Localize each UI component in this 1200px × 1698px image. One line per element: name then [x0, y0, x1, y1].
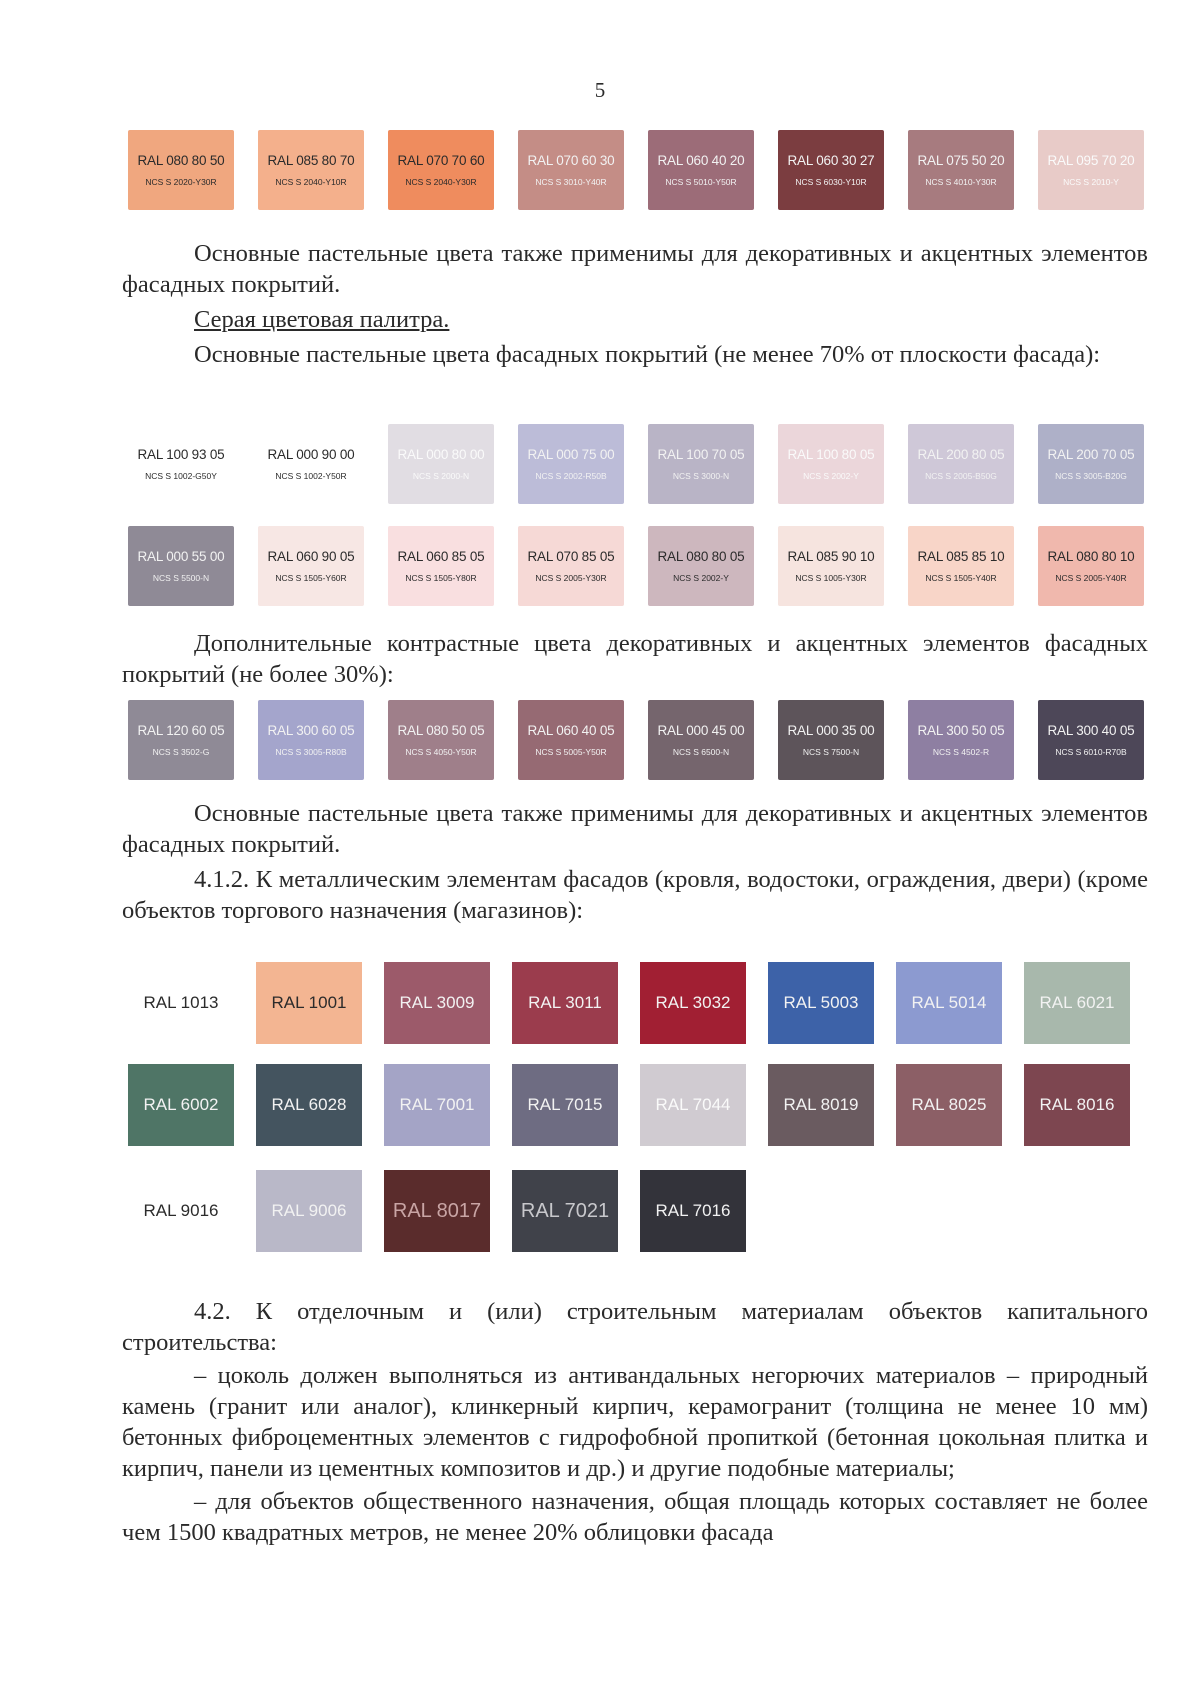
ncs-code: NCS S 3502-G	[152, 747, 210, 757]
ral-code: RAL 060 40 20	[657, 153, 745, 168]
metal-swatch: RAL 6028	[256, 1064, 362, 1146]
ncs-code: NCS S 2002-Y	[673, 573, 729, 583]
metal-swatch: RAL 9016	[128, 1170, 234, 1252]
text-block-3	[122, 798, 1148, 926]
ral-code: RAL 060 90 05	[267, 549, 355, 564]
metal-swatch: RAL 3011	[512, 962, 618, 1044]
metal-swatch: RAL 9006	[256, 1170, 362, 1252]
swatch	[258, 526, 364, 606]
paragraph: Основные пастельные цвета также применимы для декоративных и акцентных элементов фасадных покрытий.	[122, 240, 1148, 298]
metal-swatch: RAL 8019	[768, 1064, 874, 1146]
metal-row-2	[128, 1064, 1130, 1146]
ral-code: RAL 070 60 30	[527, 153, 615, 168]
swatch	[908, 130, 1014, 210]
metal-swatch: RAL 7001	[384, 1064, 490, 1146]
metal-swatch: RAL 7015	[512, 1064, 618, 1146]
ral-code: RAL 095 70 20	[1047, 153, 1135, 168]
swatch	[648, 130, 754, 210]
ncs-code: NCS S 3010-Y40R	[535, 177, 607, 187]
ral-code: RAL 085 85 10	[917, 549, 1005, 564]
ral-code: RAL 120 60 05	[137, 723, 225, 738]
paragraph: Основные пастельные цвета фасадных покрытий (не менее 70% от плоскости фасада):	[194, 341, 1101, 368]
ncs-code: NCS S 1002-G50Y	[145, 471, 217, 481]
ncs-code: NCS S 5500-N	[152, 573, 210, 583]
swatch	[908, 526, 1014, 606]
ral-code: RAL 080 80 05	[657, 549, 745, 564]
metal-swatch: RAL 1013	[128, 962, 234, 1044]
swatch	[908, 424, 1014, 504]
swatch	[648, 700, 754, 780]
ncs-code: NCS S 5005-Y50R	[535, 747, 607, 757]
swatch	[518, 424, 624, 504]
ral-code: RAL 000 55 00	[137, 549, 225, 564]
page-number: 5	[594, 78, 606, 102]
metal-swatch: RAL 5003	[768, 962, 874, 1044]
swatch	[388, 700, 494, 780]
metal-swatch: RAL 6021	[1024, 962, 1130, 1044]
text-block-4	[122, 1296, 1148, 1548]
ncs-code: NCS S 2002-R50B	[535, 471, 607, 481]
ral-code: RAL 085 90 10	[787, 549, 875, 564]
paragraph: Основные пастельные цвета также применимы для декоративных и акцентных элементов фасадных покрытий.	[122, 800, 1148, 858]
ncs-code: NCS S 1505-Y40R	[925, 573, 997, 583]
ral-code: RAL 080 80 50	[137, 153, 225, 168]
ncs-code: NCS S 2002-Y	[803, 471, 859, 481]
ncs-code: NCS S 1505-Y80R	[405, 573, 477, 583]
ncs-code: NCS S 2000-N	[412, 471, 470, 481]
ral-code: RAL 300 40 05	[1047, 723, 1135, 738]
metal-swatch: RAL 5014	[896, 962, 1002, 1044]
metal-swatch: RAL 7016	[640, 1170, 746, 1252]
metal-swatch: RAL 7044	[640, 1064, 746, 1146]
paragraph: Дополнительные контрастные цвета декоративных и акцентных элементов фасадных покрытий (не более 30%):	[122, 630, 1148, 688]
metal-swatch: RAL 3032	[640, 962, 746, 1044]
ncs-code: NCS S 2040-Y30R	[405, 177, 477, 187]
swatch	[1038, 526, 1144, 606]
swatch-row-contrast	[128, 700, 1144, 780]
ncs-code: NCS S 1005-Y30R	[795, 573, 867, 583]
ncs-code: NCS S 3005-B20G	[1055, 471, 1127, 481]
swatch	[648, 424, 754, 504]
swatch	[908, 700, 1014, 780]
ral-code: RAL 200 80 05	[917, 447, 1005, 462]
swatch	[778, 526, 884, 606]
swatch-row-grey-b	[128, 526, 1144, 606]
metal-swatch: RAL 8025	[896, 1064, 1002, 1146]
swatch	[1038, 700, 1144, 780]
metal-swatch: RAL 1001	[256, 962, 362, 1044]
paragraph: 4.1.2. К металлическим элементам фасадов (кровля, водостоки, ограждения, двери) (кроме объектов торгового назначения (магазинов):	[122, 866, 1148, 924]
text-block-1	[122, 238, 1148, 370]
ncs-code: NCS S 2005-B50G	[925, 471, 997, 481]
ncs-code: NCS S 4050-Y50R	[405, 747, 477, 757]
ncs-code: NCS S 3000-N	[672, 471, 730, 481]
ral-code: RAL 000 75 00	[527, 447, 615, 462]
metal-swatch: RAL 3009	[384, 962, 490, 1044]
paragraph: – для объектов общественного назначения, общая площадь которых составляет не более чем 1500 квадратных метров, не менее 20% облицовки фасада	[122, 1488, 1148, 1546]
ral-code: RAL 200 70 05	[1047, 447, 1135, 462]
ral-code: RAL 100 93 05	[137, 447, 225, 462]
ncs-code: NCS S 1002-Y50R	[275, 471, 347, 481]
metal-row-3	[128, 1170, 746, 1252]
metal-swatch: RAL 8017	[384, 1170, 490, 1252]
metal-swatch: RAL 7021	[512, 1170, 618, 1252]
ncs-code: NCS S 4010-Y30R	[925, 177, 997, 187]
ncs-code: NCS S 4502-R	[932, 747, 990, 757]
swatch	[648, 526, 754, 606]
ncs-code: NCS S 6500-N	[672, 747, 730, 757]
ncs-code: NCS S 2040-Y10R	[275, 177, 347, 187]
swatch	[778, 424, 884, 504]
ral-code: RAL 100 80 05	[787, 447, 875, 462]
ral-code: RAL 080 80 10	[1047, 549, 1135, 564]
ncs-code: NCS S 5010-Y50R	[665, 177, 737, 187]
metal-row-1	[128, 962, 1130, 1044]
ral-code: RAL 060 40 05	[527, 723, 615, 738]
swatch	[128, 424, 234, 504]
text-block-2	[122, 628, 1148, 690]
metal-swatch: RAL 6002	[128, 1064, 234, 1146]
swatch-row-grey-a	[128, 424, 1144, 504]
ral-code: RAL 070 85 05	[527, 549, 615, 564]
swatch	[388, 130, 494, 210]
swatch	[128, 700, 234, 780]
ral-code: RAL 060 30 27	[787, 153, 875, 168]
swatch	[388, 526, 494, 606]
ncs-code: NCS S 2005-Y40R	[1055, 573, 1127, 583]
ncs-code: NCS S 6010-R70B	[1055, 747, 1127, 757]
swatch	[1038, 424, 1144, 504]
ncs-code: NCS S 7500-N	[802, 747, 860, 757]
swatch	[1038, 130, 1144, 210]
ncs-code: NCS S 6030-Y10R	[795, 177, 867, 187]
ral-code: RAL 300 50 05	[917, 723, 1005, 738]
ral-code: RAL 070 70 60	[397, 153, 485, 168]
ncs-code: NCS S 3005-R80B	[275, 747, 347, 757]
ral-code: RAL 060 85 05	[397, 549, 485, 564]
ral-code: RAL 085 80 70	[267, 153, 355, 168]
ral-code: RAL 000 80 00	[397, 447, 485, 462]
ral-code: RAL 100 70 05	[657, 447, 745, 462]
swatch	[388, 424, 494, 504]
swatch	[128, 526, 234, 606]
swatch	[518, 130, 624, 210]
swatch-row-warm	[128, 130, 1144, 210]
ral-code: RAL 080 50 05	[397, 723, 485, 738]
swatch	[778, 700, 884, 780]
ncs-code: NCS S 2020-Y30R	[145, 177, 217, 187]
section-heading: Серая цветовая палитра.	[194, 306, 450, 333]
swatch	[518, 700, 624, 780]
ral-code: RAL 000 45 00	[657, 723, 745, 738]
swatch	[258, 700, 364, 780]
swatch	[518, 526, 624, 606]
ral-code: RAL 300 60 05	[267, 723, 355, 738]
paragraph: 4.2. К отделочным и (или) строительным материалам объектов капитального строительства:	[122, 1298, 1148, 1356]
ral-code: RAL 000 35 00	[787, 723, 875, 738]
swatch	[128, 130, 234, 210]
swatch	[258, 130, 364, 210]
paragraph: – цоколь должен выполняться из антивандальных негорючих материалов – природный камень (гранит или аналог), клинкерный кирпич, керамогранит (толщина не менее 10 мм) бетонных фиброцементных элементов с гидрофобной пропиткой (бетонная цокольная плитка и кирпич, панели из цементных композитов и др.) и другие подобные материалы;	[122, 1362, 1148, 1482]
ncs-code: NCS S 1505-Y60R	[275, 573, 347, 583]
swatch	[778, 130, 884, 210]
metal-swatch: RAL 8016	[1024, 1064, 1130, 1146]
ncs-code: NCS S 2010-Y	[1063, 177, 1119, 187]
ncs-code: NCS S 2005-Y30R	[535, 573, 607, 583]
swatch	[258, 424, 364, 504]
ral-code: RAL 075 50 20	[917, 153, 1005, 168]
ral-code: RAL 000 90 00	[267, 447, 355, 462]
